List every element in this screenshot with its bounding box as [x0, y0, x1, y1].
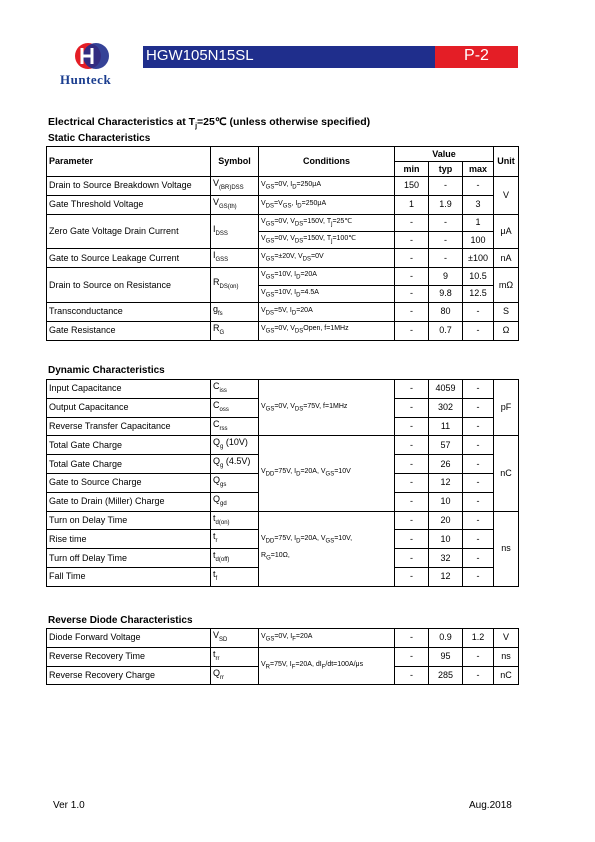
- condition-cell: $V_{GS}=\pm 20V$, $V_{DS}=0V$: [259, 249, 395, 268]
- table-row: [47, 647, 519, 666]
- param-cell: Reverse Recovery Time: [47, 647, 211, 666]
- unit-cell: S: [494, 302, 519, 321]
- min-cell: -: [395, 285, 429, 302]
- typ-cell: 9.8: [429, 285, 463, 302]
- param-cell: Total Gate Charge: [47, 436, 211, 455]
- symbol-cell: $C_{iss}$: [211, 380, 259, 399]
- page-title: Electrical Characteristics at $T_j=25℃$ (unless otherwise specified): [48, 116, 371, 131]
- max-cell: -: [463, 455, 494, 474]
- max-cell: 3: [463, 195, 494, 214]
- min-cell: -: [395, 380, 429, 399]
- unit-cell: nC: [494, 436, 519, 511]
- param-cell: Gate to Drain (Miller) Charge: [47, 492, 211, 511]
- symbol-cell: $Q_{gd}$: [211, 492, 259, 511]
- typ-cell: 10: [429, 492, 463, 511]
- condition-cell: $V_{GS}=0V$, $I_D=250\mu A$: [259, 177, 395, 196]
- param-cell: Transconductance: [47, 302, 211, 321]
- max-cell: -: [463, 398, 494, 417]
- max-cell: -: [463, 177, 494, 196]
- min-cell: -: [395, 398, 429, 417]
- min-cell: -: [395, 231, 429, 248]
- symbol-cell: $V_{GS(th)}$: [211, 195, 259, 214]
- typ-cell: 0.9: [429, 629, 463, 648]
- condition-cell: $V_{GS}=10V$, $I_D=4.5A$: [259, 285, 395, 302]
- page-number: P-2: [464, 47, 489, 64]
- symbol-cell: $C_{oss}$: [211, 398, 259, 417]
- min-cell: -: [395, 321, 429, 340]
- max-cell: 12.5: [463, 285, 494, 302]
- min-cell: -: [395, 511, 429, 530]
- unit-cell: nA: [494, 249, 519, 268]
- max-cell: -: [463, 473, 494, 492]
- symbol-cell: $V_{(BR)DSS}$: [211, 177, 259, 196]
- symbol-cell: $R_G$: [211, 321, 259, 340]
- typ-cell: 95: [429, 647, 463, 666]
- condition-cell: $V_{DD}=75V$, $I_D=20A$, $V_{GS}=10V$, $R_G=10\Omega$,: [259, 511, 395, 586]
- condition-cell: $V_{DS}=5V$, $I_D=20A$: [259, 302, 395, 321]
- typ-cell: -: [429, 214, 463, 231]
- condition-cell: $V_{DS}=V_{GS}$, $I_D=250\mu A$: [259, 195, 395, 214]
- header-max: max: [463, 162, 494, 177]
- max-cell: -: [463, 530, 494, 549]
- table-row: [47, 195, 519, 214]
- param-cell: Diode Forward Voltage: [47, 629, 211, 648]
- unit-cell: V: [494, 177, 519, 215]
- max-cell: -: [463, 567, 494, 586]
- max-cell: -: [463, 647, 494, 666]
- min-cell: -: [395, 473, 429, 492]
- table-row: [47, 380, 519, 399]
- condition-cell: $V_R=75V$, $I_F=20A$, $dI_F/dt=100A/\mu s$: [259, 647, 395, 685]
- typ-cell: 10: [429, 530, 463, 549]
- min-cell: 1: [395, 195, 429, 214]
- min-cell: -: [395, 436, 429, 455]
- symbol-cell: $I_{GSS}$: [211, 249, 259, 268]
- part-number: HGW105N15SL: [146, 47, 254, 64]
- condition-cell: $V_{GS}=10V$, $I_D=20A$: [259, 268, 395, 285]
- typ-cell: 1.9: [429, 195, 463, 214]
- typ-cell: 26: [429, 455, 463, 474]
- footer-date: Aug.2018: [469, 800, 512, 811]
- condition-cell: $V_{GS}=0V$, $V_{DS}=75V$, f=1MHz: [259, 380, 395, 436]
- static-table: [46, 146, 519, 341]
- param-cell: Fall Time: [47, 567, 211, 586]
- min-cell: -: [395, 417, 429, 436]
- param-cell: Gate to Source Leakage Current: [47, 249, 211, 268]
- header-conditions: Conditions: [259, 147, 395, 177]
- typ-cell: -: [429, 177, 463, 196]
- typ-cell: 32: [429, 549, 463, 568]
- symbol-cell: $Q_g$ (10V): [211, 436, 259, 455]
- dynamic-section-title: Dynamic Characteristics: [48, 365, 165, 376]
- static-section-title: Static Characteristics: [48, 133, 151, 144]
- max-cell: 1: [463, 214, 494, 231]
- unit-cell: Ω: [494, 321, 519, 340]
- header-typ: typ: [429, 162, 463, 177]
- typ-cell: 20: [429, 511, 463, 530]
- max-cell: 1.2: [463, 629, 494, 648]
- param-cell: Zero Gate Voltage Drain Current: [47, 214, 211, 249]
- typ-cell: 11: [429, 417, 463, 436]
- max-cell: -: [463, 417, 494, 436]
- min-cell: -: [395, 302, 429, 321]
- min-cell: -: [395, 567, 429, 586]
- min-cell: 150: [395, 177, 429, 196]
- min-cell: -: [395, 629, 429, 648]
- min-cell: -: [395, 455, 429, 474]
- symbol-cell: $Q_{gs}$: [211, 473, 259, 492]
- min-cell: -: [395, 249, 429, 268]
- table-row: [47, 249, 519, 268]
- header-value: Value: [395, 147, 494, 162]
- param-cell: Reverse Recovery Charge: [47, 666, 211, 685]
- diode-table: [46, 628, 519, 685]
- typ-cell: 9: [429, 268, 463, 285]
- param-cell: Input Capacitance: [47, 380, 211, 399]
- typ-cell: 285: [429, 666, 463, 685]
- min-cell: -: [395, 530, 429, 549]
- param-cell: Gate Resistance: [47, 321, 211, 340]
- header-parameter: Parameter: [47, 147, 211, 177]
- condition-cell: $V_{GS}=0V$, $V_{DS}=150V$, $T_j=25℃$: [259, 214, 395, 231]
- header-symbol: Symbol: [211, 147, 259, 177]
- table-row: [47, 436, 519, 455]
- table-row: [47, 321, 519, 340]
- param-cell: Total Gate Charge: [47, 455, 211, 474]
- dynamic-table: [46, 379, 519, 587]
- max-cell: 10.5: [463, 268, 494, 285]
- param-cell: Rise time: [47, 530, 211, 549]
- symbol-cell: $C_{rss}$: [211, 417, 259, 436]
- param-cell: Drain to Source on Resistance: [47, 268, 211, 303]
- max-cell: -: [463, 511, 494, 530]
- param-cell: Reverse Transfer Capacitance: [47, 417, 211, 436]
- unit-cell: ns: [494, 511, 519, 586]
- table-row: [47, 214, 519, 231]
- symbol-cell: $g_{fs}$: [211, 302, 259, 321]
- header-min: min: [395, 162, 429, 177]
- param-cell: Gate Threshold Voltage: [47, 195, 211, 214]
- typ-cell: 12: [429, 567, 463, 586]
- diode-section-title: Reverse Diode Characteristics: [48, 615, 193, 626]
- symbol-cell: $t_{d(off)}$: [211, 549, 259, 568]
- typ-cell: 12: [429, 473, 463, 492]
- table-row: [47, 177, 519, 196]
- min-cell: -: [395, 666, 429, 685]
- max-cell: -: [463, 549, 494, 568]
- min-cell: -: [395, 549, 429, 568]
- max-cell: -: [463, 321, 494, 340]
- min-cell: -: [395, 214, 429, 231]
- table-row: [47, 302, 519, 321]
- footer-version: Ver 1.0: [53, 800, 85, 811]
- typ-cell: 302: [429, 398, 463, 417]
- unit-cell: ns: [494, 647, 519, 666]
- condition-cell: $V_{GS}=0V$, $V_{DS}Open$, f=1MHz: [259, 321, 395, 340]
- symbol-cell: $t_r$: [211, 530, 259, 549]
- typ-cell: -: [429, 231, 463, 248]
- unit-cell: pF: [494, 380, 519, 436]
- symbol-cell: $Q_g$ (4.5V): [211, 455, 259, 474]
- table-row: [47, 268, 519, 285]
- symbol-cell: $V_{SD}$: [211, 629, 259, 648]
- condition-cell: $V_{GS}=0V$, $I_F=20A$: [259, 629, 395, 648]
- symbol-cell: $Q_{rr}$: [211, 666, 259, 685]
- param-cell: Output Capacitance: [47, 398, 211, 417]
- param-cell: Turn off Delay Time: [47, 549, 211, 568]
- max-cell: -: [463, 492, 494, 511]
- typ-cell: 57: [429, 436, 463, 455]
- min-cell: -: [395, 492, 429, 511]
- symbol-cell: $I_{DSS}$: [211, 214, 259, 249]
- param-cell: Gate to Source Charge: [47, 473, 211, 492]
- param-cell: Drain to Source Breakdown Voltage: [47, 177, 211, 196]
- max-cell: -: [463, 380, 494, 399]
- max-cell: ±100: [463, 249, 494, 268]
- symbol-cell: $t_{d(on)}$: [211, 511, 259, 530]
- unit-cell: V: [494, 629, 519, 648]
- brand-name: Hunteck: [60, 72, 112, 87]
- param-cell: Turn on Delay Time: [47, 511, 211, 530]
- typ-cell: 4059: [429, 380, 463, 399]
- typ-cell: -: [429, 249, 463, 268]
- max-cell: -: [463, 666, 494, 685]
- typ-cell: 0.7: [429, 321, 463, 340]
- symbol-cell: $t_{rr}$: [211, 647, 259, 666]
- max-cell: 100: [463, 231, 494, 248]
- condition-cell: $V_{DD}=75V$, $I_D=20A$, $V_{GS}=10V$: [259, 436, 395, 511]
- unit-cell: nC: [494, 666, 519, 685]
- max-cell: -: [463, 436, 494, 455]
- max-cell: -: [463, 302, 494, 321]
- table-row: [47, 629, 519, 648]
- unit-cell: mΩ: [494, 268, 519, 303]
- table-row: [47, 511, 519, 530]
- symbol-cell: $R_{DS(on)}$: [211, 268, 259, 303]
- header-unit: Unit: [494, 147, 519, 177]
- min-cell: -: [395, 647, 429, 666]
- symbol-cell: $t_f$: [211, 567, 259, 586]
- unit-cell: μA: [494, 214, 519, 249]
- typ-cell: 80: [429, 302, 463, 321]
- condition-cell: $V_{GS}=0V$, $V_{DS}=150V$, $T_j=100℃$: [259, 231, 395, 248]
- min-cell: -: [395, 268, 429, 285]
